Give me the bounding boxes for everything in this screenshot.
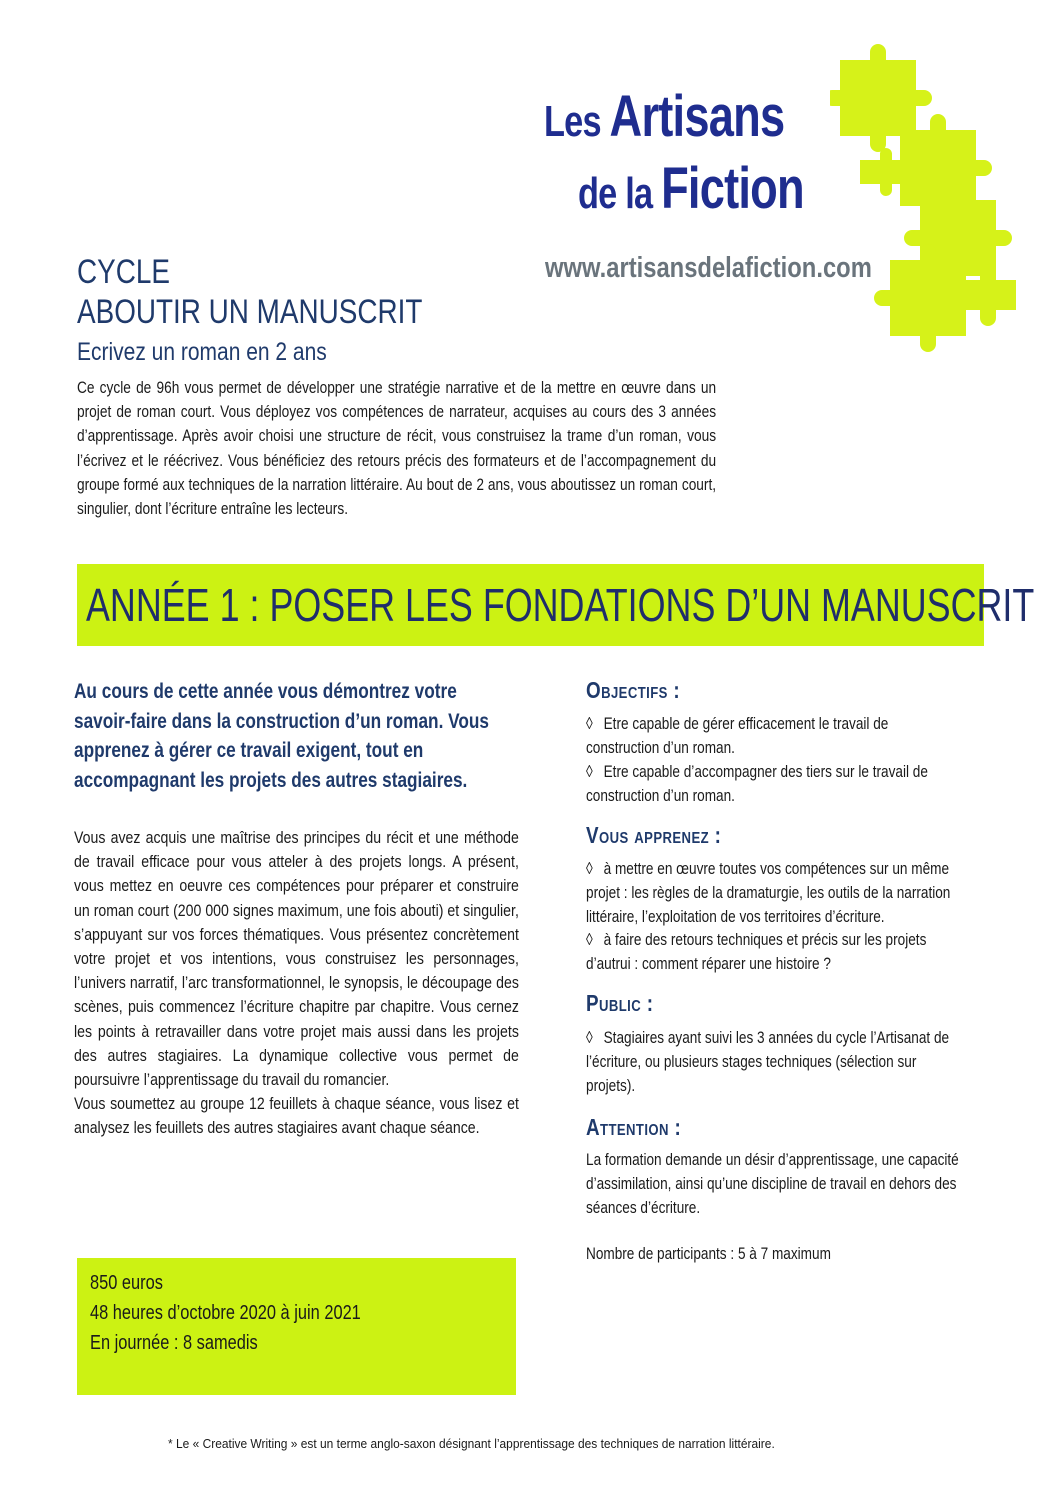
public-item-1: ◊ Stagiaires ayant suivi les 3 années du cycle l’Artisanat de l’écriture, ou plusieurs stages techniques (sélection sur projets). <box>586 1028 950 1095</box>
diamond-bullet-icon: ◊ <box>586 762 593 781</box>
vous-apprenez-heading: Vous apprenez : <box>586 822 722 848</box>
objectif-item-2: ◊ Etre capable d’accompagner des tiers sur le travail de construction d’un roman. <box>586 762 928 805</box>
logo-wordmark-line1: Les Artisans <box>544 84 785 149</box>
objectifs-heading: Objectifs : <box>586 677 681 703</box>
description-paragraph: Vous avez acquis une maîtrise des principes du récit et une méthode de travail efficace pour vous atteler à des projets longs. A présent, vous mettez en oeuvre ces compétences pour préparer et construire un roman court (200 000 signes maximum, une fois abouti) et singulier, s’appuyant sur vos forces thématiques. Vous présentez concrètement votre projet et vos intentions, vous construisez les personnages, l’univers narratif, l’arc transformationnel, le synopsis, le découpage des scènes, puis commencez l’écriture chapitre par chapitre. Vous cernez les points à retravailler dans votre projet mais aussi dans les projets des autres stagiaires. La dynamique collective vous permet de poursuivre l’apprentissage du travail du romancier. Vous soumettez au groupe 12 feuillets à chaque séance, vous lisez et analysez les feuillets des autres stagiaires avant chaque séance. <box>74 828 519 1138</box>
diamond-bullet-icon: ◊ <box>586 714 593 733</box>
apprenez-item-1: ◊ à mettre en œuvre toutes vos compétences sur un même projet : les règles de la dramaturgie, les outils de la narration littéraire, l’exploitation de vos territoires d’écriture. <box>586 859 951 926</box>
puzzle-pieces-logo-graphic <box>830 40 1030 360</box>
participants-count: Nombre de participants : 5 à 7 maximum <box>586 1244 831 1263</box>
price-box <box>77 1258 516 1395</box>
year-banner-title: ANNÉE 1 : POSER LES FONDATIONS D’UN MANUSCRIT <box>86 579 1035 631</box>
public-heading: Public : <box>586 990 654 1016</box>
website-url: www.artisansdelafiction.com <box>545 252 872 284</box>
hours: 48 heures d’octobre 2020 à juin 2021 <box>90 1302 361 1324</box>
footnote: * Le « Creative Writing » est un terme anglo-saxon désignant l’apprentissage des techniques de narration littéraire. <box>168 1436 775 1451</box>
cycle-title: CYCLE ABOUTIR UN MANUSCRIT <box>77 253 423 331</box>
diamond-bullet-icon: ◊ <box>586 930 593 949</box>
lead-paragraph: Au cours de cette année vous démontrez votre savoir-faire dans la construction d’un roman. Vous apprenez à gérer ce travail exigent, tout en accompagnant les projets des autres stagiaires. <box>74 680 489 792</box>
apprenez-item-2: ◊ à faire des retours techniques et précis sur les projets d’autrui : comment réparer une histoire ? <box>586 930 927 973</box>
attention-text: La formation demande un désir d’apprentissage, une capacité d’assimilation, ainsi qu’une discipline de travail en dehors des séances d’écriture. <box>586 1150 959 1217</box>
diamond-bullet-icon: ◊ <box>586 859 593 878</box>
objectif-item-1: ◊ Etre capable de gérer efficacement le travail de construction d’un roman. <box>586 714 889 757</box>
price: 850 euros <box>90 1272 163 1294</box>
logo-wordmark-line2: de la Fiction <box>578 156 804 221</box>
schedule: En journée : 8 samedis <box>90 1332 258 1354</box>
intro-paragraph: Ce cycle de 96h vous permet de développer une stratégie narrative et de la mettre en œuvre dans un projet de roman court. Vous déployez vos compétences de narrateur, acquises au cours des 3 années d’apprentissage. Après avoir choisi une structure de récit, vous construisez la trame d’un roman, vous l’écrivez et le réécrivez. Vous bénéficiez des retours précis des formateurs et de l’accompagnement du groupe formé aux techniques de la narration littéraire. Au bout de 2 ans, vous aboutissez un roman court, singulier, dont l’écriture entraîne les lecteurs. <box>77 379 717 519</box>
cycle-subtitle: Ecrivez un roman en 2 ans <box>77 338 327 366</box>
diamond-bullet-icon: ◊ <box>586 1028 593 1047</box>
attention-heading: Attention : <box>586 1114 682 1140</box>
year-banner <box>77 564 1035 646</box>
